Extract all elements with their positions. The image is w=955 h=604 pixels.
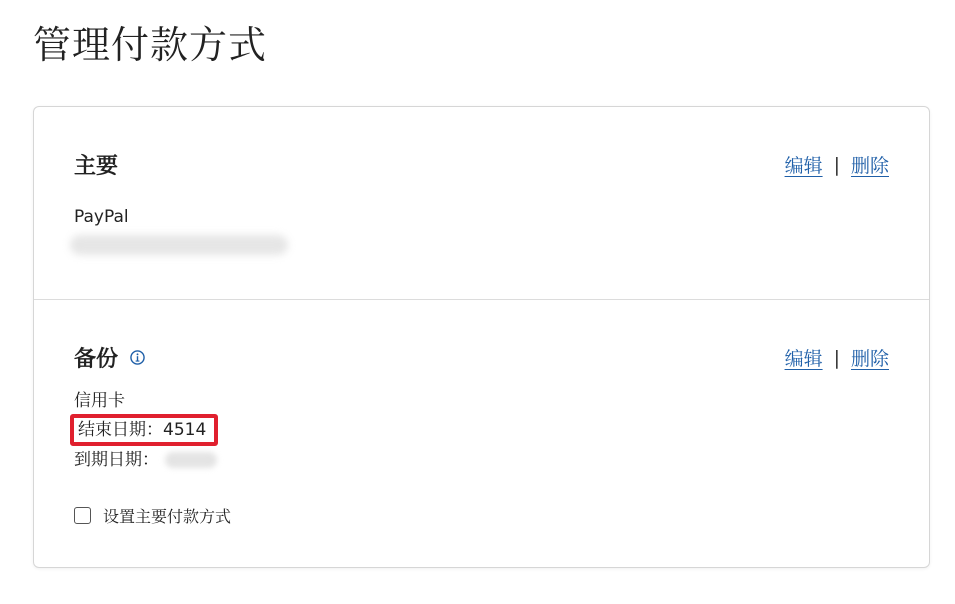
primary-heading-text: 主要 xyxy=(74,154,119,179)
backup-heading-text: 备份 xyxy=(74,347,119,372)
backup-delete-link[interactable]: 删除 xyxy=(850,348,889,370)
card-end-highlight xyxy=(70,414,218,446)
set-primary-checkbox[interactable] xyxy=(74,507,91,524)
primary-heading xyxy=(74,149,118,180)
card-end-text: 结束日期：4514 xyxy=(78,420,207,440)
backup-actions xyxy=(785,344,889,371)
primary-actions xyxy=(785,151,889,178)
set-primary-label: 设置主要付款方式 xyxy=(103,507,232,526)
action-separator: | xyxy=(833,153,840,176)
backup-edit-link[interactable]: 编辑 xyxy=(784,348,823,370)
backup-heading xyxy=(74,342,145,373)
set-primary-option[interactable] xyxy=(74,504,231,527)
backup-payment-section xyxy=(34,300,929,568)
backup-method-name: 信用卡 xyxy=(74,391,125,411)
page-title: 管理付款方式 xyxy=(33,23,268,67)
expiry-label: 到期日期： xyxy=(74,450,159,470)
primary-delete-link[interactable]: 删除 xyxy=(850,155,889,177)
primary-edit-link[interactable]: 编辑 xyxy=(784,155,823,177)
redacted-expiry xyxy=(165,452,217,468)
primary-payment-section xyxy=(34,107,929,299)
primary-method-name: PayPal xyxy=(74,207,129,227)
card-expiry xyxy=(74,445,217,475)
payment-methods-card xyxy=(33,106,930,568)
redacted-email xyxy=(70,235,288,255)
action-separator: | xyxy=(833,346,840,369)
info-circle-icon[interactable] xyxy=(130,350,145,365)
